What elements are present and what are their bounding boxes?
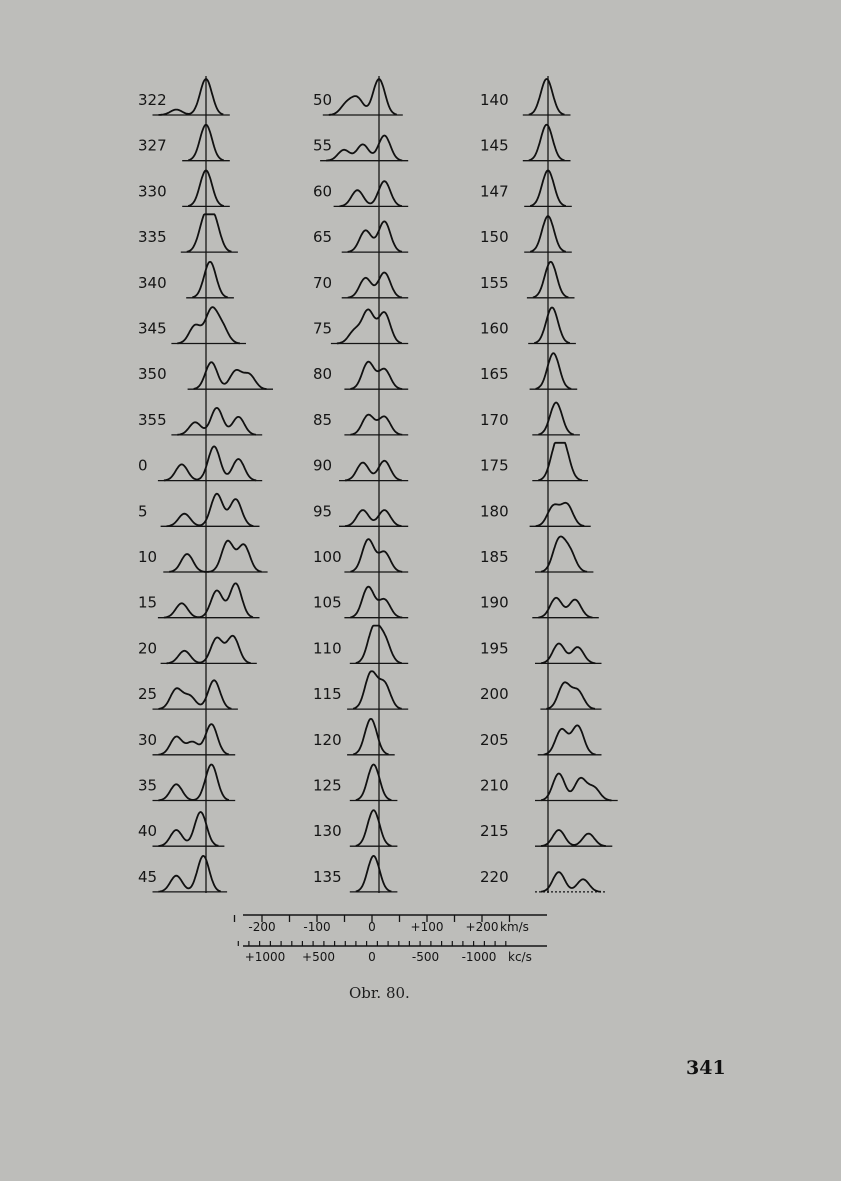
profile-label: 0 [138,456,148,475]
profile-curve-75 [337,309,402,343]
profile-curve-80 [350,362,402,389]
profile-label: 110 [313,639,342,658]
kcs-tick-label: 0 [368,950,376,964]
profile-curve-355 [177,408,256,435]
scales-group [235,915,548,964]
profile-curve-195 [541,644,595,664]
kcs-tick-label: -1000 [461,950,497,964]
profile-label: 327 [138,136,167,155]
profile-curve-155 [533,262,569,298]
profile-curve-340 [192,262,228,298]
profile-curve-70 [348,273,402,298]
profile-label: 70 [313,273,333,292]
profile-label: 115 [313,685,342,704]
profile-curve-100 [350,539,402,572]
kms-tick-label: +200 [465,920,499,934]
kcs-unit-label: kc/s [508,950,532,964]
profile-label: 95 [313,502,333,521]
profile-label: 80 [313,365,333,384]
profile-curve-190 [538,598,592,618]
profile-curve-50 [329,79,397,115]
profile-label: 40 [138,822,158,841]
profile-curve-180 [536,503,585,526]
profile-label: 65 [313,228,333,247]
profile-curve-205 [544,725,596,754]
profile-label: 175 [480,456,509,475]
profile-curve-25 [159,680,232,709]
labels-group [138,91,509,886]
profile-label: 355 [138,410,167,429]
profile-label: 345 [138,319,167,338]
profile-label: 75 [313,319,333,338]
profile-label: 55 [313,136,333,155]
profile-curve-140 [529,79,565,115]
profile-label: 10 [138,548,158,566]
profile-curve-210 [541,774,612,801]
profile-label: 30 [138,730,158,749]
profile-label: 205 [480,730,509,749]
profile-curve-95 [345,510,402,526]
profile-curve-20 [167,636,251,664]
profile-label: 340 [138,273,167,292]
profile-label: 335 [138,228,167,247]
profile-label: 140 [480,91,509,109]
kms-tick-label: -100 [303,920,331,934]
profile-label: 165 [480,365,509,384]
profile-curve-15 [164,583,253,617]
profile-label: 105 [313,593,342,612]
profile-label: 50 [313,91,333,109]
profile-curve-115 [353,671,402,708]
page-number: 341 [686,1057,726,1079]
profile-label: 195 [480,639,509,658]
profile-label: 210 [480,776,509,795]
profile-label: 45 [138,867,158,886]
profiles-group [153,76,618,893]
kms-tick-label: -200 [248,920,276,934]
figure-caption: Obr. 80. [349,984,410,1002]
kcs-tick-label: +1000 [244,950,286,964]
profile-curve-40 [159,812,219,846]
profile-label: 220 [480,867,509,886]
profile-curve-130 [356,810,392,846]
profile-curve-90 [345,461,402,481]
profile-curve-105 [350,587,402,618]
profile-label: 322 [138,91,167,109]
profile-curve-5 [167,494,254,527]
profile-curve-322 [159,79,224,115]
profile-curve-220 [541,872,601,892]
profile-curve-200 [546,682,595,709]
profile-label: 85 [313,410,333,429]
profile-label: 170 [480,410,509,429]
profile-label: 185 [480,548,509,566]
profile-label: 180 [480,502,509,521]
profile-curve-135 [356,856,392,892]
profile-curve-170 [538,403,574,435]
profile-label: 135 [313,867,342,886]
profile-label: 350 [138,365,167,384]
profile-curve-165 [536,353,572,389]
profile-curve-45 [159,856,221,892]
profile-label: 60 [313,182,333,201]
profile-curve-55 [326,136,402,161]
profile-label: 330 [138,182,167,201]
kms-tick-label: 0 [368,920,376,934]
profile-curve-60 [340,181,402,206]
profile-label: 130 [313,822,342,841]
kms-tick-label: +100 [410,920,444,934]
profile-curve-125 [356,765,392,801]
profile-curve-215 [541,830,606,846]
profile-label: 150 [480,228,509,247]
profile-curve-120 [353,719,389,755]
profile-label: 190 [480,593,509,612]
profile-label: 160 [480,319,509,338]
profile-curve-335 [187,214,232,252]
profile-label: 200 [480,685,509,704]
profile-curve-30 [159,724,229,755]
kcs-tick-label: -500 [411,950,440,964]
profile-curve-0 [164,446,256,480]
profile-label: 100 [313,548,342,566]
profile-curve-35 [159,765,229,801]
profile-curve-345 [177,307,239,343]
kcs-tick-label: +500 [302,950,335,964]
profile-curve-175 [538,443,582,481]
profile-curve-65 [348,221,402,252]
profile-curve-145 [529,125,565,161]
profile-curve-10 [169,541,261,572]
profile-label: 20 [138,639,158,658]
profile-label: 5 [138,502,148,521]
profile-label: 215 [480,822,509,841]
profile-label: 15 [138,593,158,612]
profile-curve-350 [194,362,267,389]
profile-curve-160 [534,308,570,344]
profile-label: 125 [313,776,342,795]
profile-label: 155 [480,273,509,292]
profile-label: 35 [138,776,158,795]
profile-label: 145 [480,136,509,155]
profile-label: 120 [313,730,342,749]
profile-curve-85 [350,415,402,435]
profile-label: 90 [313,456,333,475]
profile-label: 25 [138,685,158,704]
profile-label: 147 [480,182,509,201]
kms-unit-label: km/s [500,920,529,934]
